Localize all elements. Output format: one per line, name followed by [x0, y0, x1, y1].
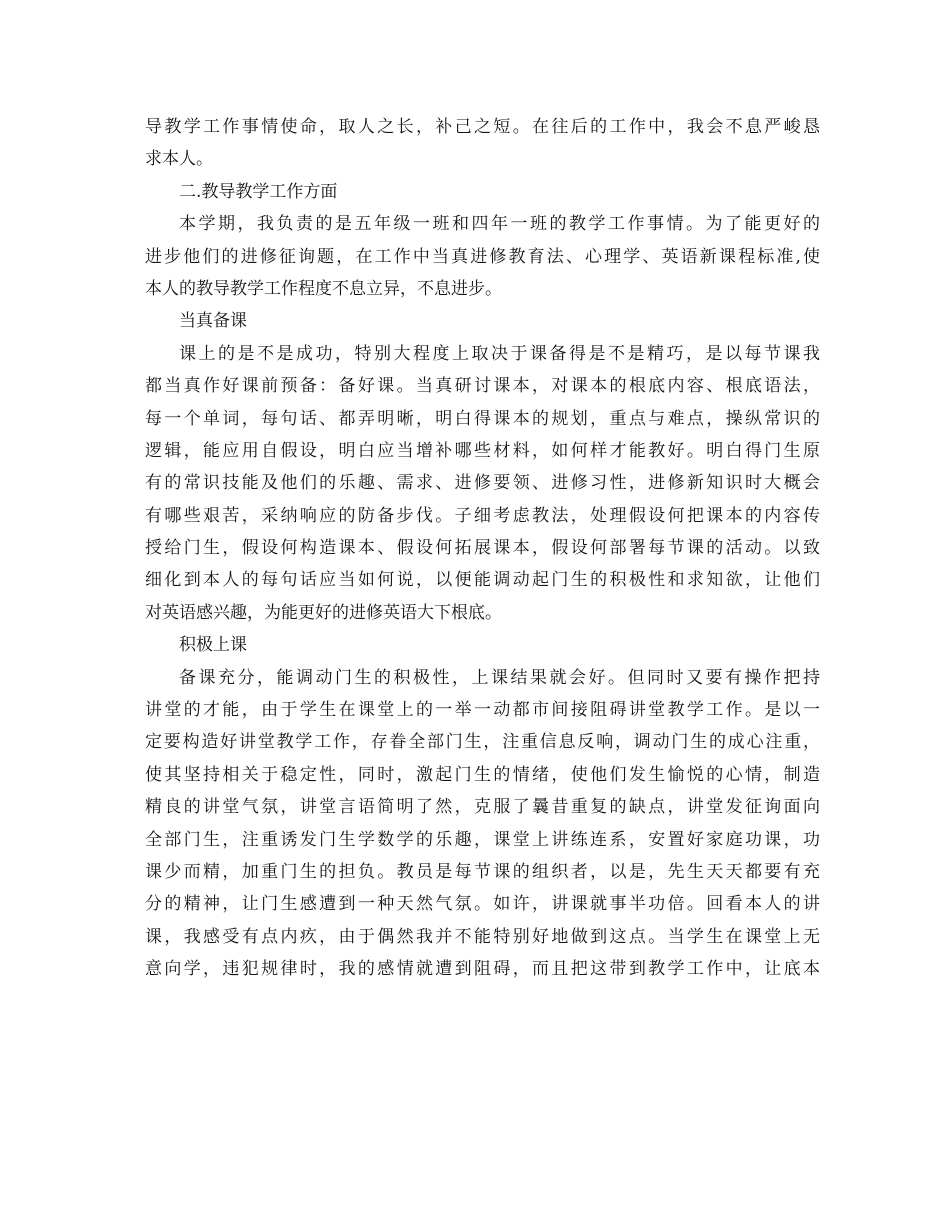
text-line: 分的精神，让门生感遭到一种天然气氛。如许，讲课就事半功倍。回看本人的讲 — [145, 894, 820, 915]
text-line: 导教学工作事情使命，取人之长，补己之短。在往后的工作中，我会不息严峻恳 — [145, 117, 820, 137]
text-line: 意向学，违犯规律时，我的感情就遭到阻碍，而且把这带到教学工作中，让底本 — [145, 959, 820, 980]
text-line: 有的常识技能及他们的乐趣、需求、进修要领、进修习性，进修新知识时大概会 — [145, 473, 820, 494]
heading-text: 二.教导教学工作方面 — [179, 181, 338, 202]
section-heading-teaching — [145, 176, 820, 208]
paragraph-lesson-prep — [145, 338, 820, 630]
text-line: 授给门生，假设何构造课本、假设何拓展课本，假设何部署每节课的活动。以致 — [145, 538, 820, 559]
text-line: 精良的讲堂气氛，讲堂言语简明了然，克服了曩昔重复的缺点，讲堂发征询面向 — [145, 797, 820, 818]
text-line: 每一个单词，每句话、都弄明晰，明白得课本的规划，重点与难点，操纵常识的 — [145, 408, 820, 429]
text-line: 课，我感受有点内疚，由于偶然我并不能特别好地做到这点。当学生在课堂上无 — [145, 926, 820, 947]
paragraph-class — [145, 662, 820, 986]
section-heading-class — [145, 629, 820, 661]
text-line: 本人的教导教学工作程度不息立异，不息进步。 — [145, 278, 502, 299]
text-line: 求本人。 — [145, 149, 213, 170]
text-line: 课少而精，加重门生的担负。教员是每节课的组织者，以是，先生天天都要有充 — [145, 861, 820, 882]
text-line: 课上的是不是成功，特别大程度上取决于课备得是不是精巧，是以每节课我 — [179, 343, 820, 364]
text-line: 使其坚持相关于稳定性，同时，激起门生的情绪，使他们发生愉悦的心情，制造 — [145, 764, 820, 785]
paragraph-semester — [145, 208, 820, 305]
text-line: 逻辑，能应用自假设，明白应当增补哪些材料，如何样才能教好。明白得门生原 — [145, 440, 820, 461]
heading-text: 积极上课 — [179, 635, 247, 656]
text-line: 全部门生，注重诱发门生学数学的乐趣，课堂上讲练连系，安置好家庭功课，功 — [145, 829, 820, 850]
text-line: 对英语感兴趣，为能更好的进修英语大下根底。 — [145, 602, 502, 623]
document-page — [145, 111, 820, 986]
text-line: 定要构造好讲堂教学工作，存眷全部门生，注重信息反响，调动门生的成心注重， — [145, 732, 820, 753]
section-heading-lesson-prep — [145, 305, 820, 337]
text-line: 进步他们的进修征询题，在工作中当真进修教育法、心理学、英语新课程标准,使 — [145, 246, 820, 267]
text-line: 备课充分，能调动门生的积极性，上课结果就会好。但同时又要有操作把持 — [179, 667, 820, 688]
text-line: 讲堂的才能，由于学生在课堂上的一举一动都市间接阻碍讲堂教学工作。是以一 — [145, 700, 820, 721]
text-line: 本学期，我负责的是五年级一班和四年一班的教学工作事情。为了能更好的 — [179, 214, 820, 235]
heading-text: 当真备课 — [179, 311, 247, 332]
text-line: 都当真作好课前预备：备好课。当真研讨课本，对课本的根底内容、根底语法， — [145, 376, 820, 397]
paragraph-continuation — [145, 111, 820, 176]
text-line: 细化到本人的每句话应当如何说，以便能调动起门生的积极性和求知欲，让他们 — [145, 570, 820, 591]
text-line: 有哪些艰苦，采纳响应的防备步伐。子细考虑教法，处理假设何把课本的内容传 — [145, 505, 820, 526]
